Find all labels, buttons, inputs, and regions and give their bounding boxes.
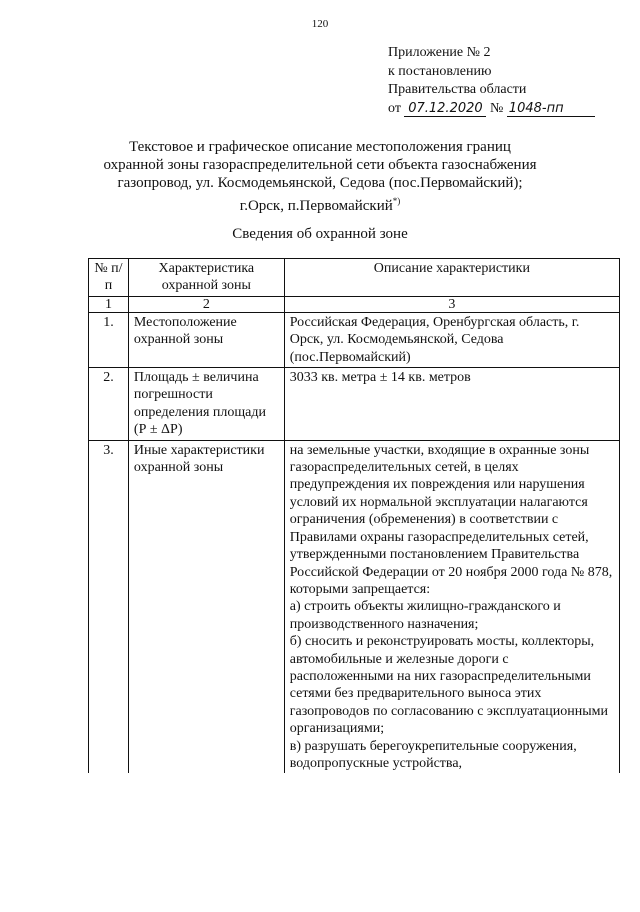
appendix-line-3: Правительства области: [388, 82, 527, 97]
index-cell-2: 2: [128, 296, 284, 312]
table-header-row: [89, 259, 620, 297]
table-row: [89, 440, 620, 773]
section-subtitle: Сведения об охранной зоне: [232, 226, 408, 242]
header-description: Описание характеристики: [284, 259, 619, 297]
row-number: 3.: [89, 440, 129, 773]
appendix-date-line: [388, 100, 595, 119]
row-description: Российская Федерация, Оренбургская область, г. Орск, ул. Космодемьянской, Седова (пос.Первомайский): [284, 312, 619, 367]
row-description: 3033 кв. метра ± 14 кв. метров: [284, 368, 619, 441]
row-description-intro: на земельные участки, входящие в охранные зоны газораспределительных сетей, в целях предупреждения их повреждения или нарушения условий их нормальной эксплуатации налагаются ограничения (обременения) в соответствии с Правилами охраны газораспределительных сетей, утвержденными постановлением Правительства Российской Федерации от 20 ноября 2000 года № 878, которыми запрещается:: [289, 442, 613, 597]
title-line-4: [60, 192, 580, 215]
row-characteristic: Местоположение охранной зоны: [128, 312, 284, 367]
title-line-2: охранной зоны газораспределительной сети объекта газоснабжения: [103, 157, 537, 173]
row-description: [284, 440, 619, 773]
handwritten-number: 1048-пп: [507, 101, 595, 117]
row-characteristic: Иные характеристики охранной зоны: [128, 440, 284, 773]
row-number: 1.: [89, 312, 129, 367]
table-index-row: [89, 296, 620, 312]
number-sign: №: [489, 100, 504, 116]
row-characteristic: Площадь ± величина погрешности определения площади (Р ± ΔР): [128, 368, 284, 441]
row-number: 2.: [89, 368, 129, 441]
index-cell-3: 3: [284, 296, 619, 312]
restriction-item-c: в) разрушать берегоукрепительные сооружения, водопропускные устройства,: [289, 738, 577, 771]
document-title: [60, 138, 580, 215]
appendix-block: [388, 44, 595, 118]
restriction-item-a: а) строить объекты жилищно-гражданского и производственного назначения;: [289, 599, 561, 632]
header-number: № п/п: [89, 259, 129, 297]
title-line-1: Текстовое и графическое описание местоположения границ: [129, 139, 511, 155]
page-number: 120: [311, 18, 329, 30]
header-characteristic: Характеристика охранной зоны: [128, 259, 284, 297]
handwritten-date: 07.12.2020: [404, 101, 486, 117]
restriction-item-b: б) сносить и реконструировать мосты, коллекторы, автомобильные и железные дороги с расположенными на них газораспределительными сетями без предварительного выноса этих газопроводов по согласованию с эксплуатационными организациями;: [289, 634, 608, 737]
footnote-mark: *): [392, 196, 401, 206]
appendix-line-2: к постановлению: [388, 63, 492, 79]
table-row: [89, 368, 620, 441]
appendix-line-1: Приложение № 2: [388, 45, 491, 60]
protection-zone-table: [88, 258, 620, 773]
title-line-4-text: г.Орск, п.Первомайский: [239, 198, 393, 214]
title-line-3: газопровод, ул. Космодемьянской, Седова (пос.Первомайский);: [117, 175, 523, 191]
index-cell-1: 1: [89, 296, 129, 312]
table-row: [89, 312, 620, 367]
date-prefix: от: [388, 100, 401, 116]
page-bottom-margin: [88, 842, 621, 912]
